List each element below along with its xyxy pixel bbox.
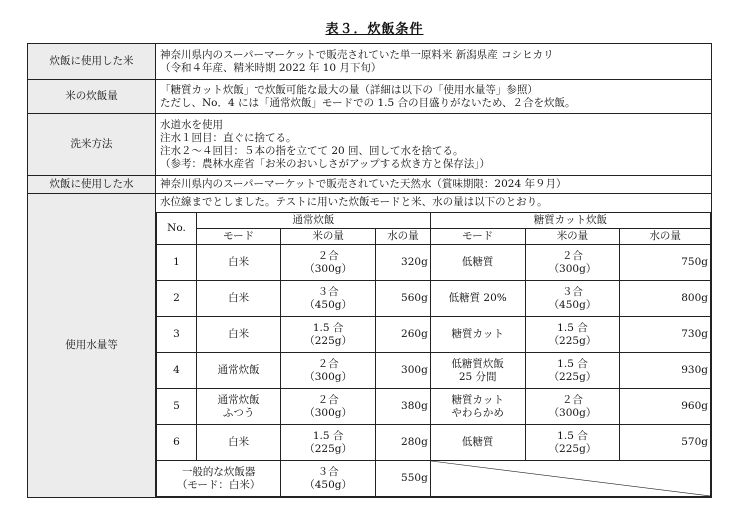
cell-normal-mode: 白米 (197, 317, 281, 353)
wash-line-3: 注水２～４回目：５本の指を立てて 20 回、回して水を捨てる。 (160, 144, 464, 157)
amount-line-1: 「糖質カット炊飯」で炊飯可能な最大の量（詳細は以下の「使用水量等」参照） (160, 83, 538, 96)
amount-line-2: ただし、No．4 には「通常炊飯」モードでの 1.5 合の目盛りがないため、２合を炊飯。 (160, 96, 576, 109)
row-amount (28, 80, 712, 114)
col-normal-mode: モード (197, 229, 281, 245)
cell-cut-water: 930g (620, 353, 711, 389)
label-water: 炊飯に使用した水 (28, 176, 156, 194)
cell-cut-water: 750g (620, 245, 711, 281)
col-cut-rice: 米の量 (525, 229, 620, 245)
label-rice: 炊飯に使用した米 (28, 44, 156, 80)
row-usage (28, 194, 712, 498)
table-row (157, 425, 711, 461)
cell-cut-water: 800g (620, 281, 711, 317)
value-usage (156, 194, 712, 498)
col-normal-water: 水の量 (376, 229, 431, 245)
cell-empty-diagonal (430, 461, 710, 497)
value-amount (156, 80, 712, 114)
group-cut: 糖質カット炊飯 (430, 213, 710, 229)
label-wash: 洗米方法 (28, 114, 156, 176)
cell-cut-rice: ２合 （300g） (525, 245, 620, 281)
cell-cut-water: 730g (620, 317, 711, 353)
row-water (28, 176, 712, 194)
cell-cut-mode: 糖質カット やわらかめ (430, 389, 525, 425)
usage-table (156, 212, 711, 497)
cell-no: 1 (157, 245, 197, 281)
value-wash (156, 114, 712, 176)
table-row (157, 389, 711, 425)
usage-header-1 (157, 213, 711, 229)
cell-normal-water: 380g (376, 389, 431, 425)
water-line-1: 神奈川県内のスーパーマーケットで販売されていた天然水（賞味期限：2024 年９月） (160, 178, 567, 190)
cell-cut-rice: ３合 （450g） (525, 281, 620, 317)
usage-header-2 (157, 229, 711, 245)
group-normal: 通常炊飯 (197, 213, 431, 229)
cell-general-water: 550g (376, 461, 431, 497)
cell-general-label: 一般的な炊飯器 （モード：白米） (157, 461, 281, 497)
cell-normal-mode: 白米 (197, 281, 281, 317)
usage-intro: 水位線までとしました。テストに用いた炊飯モードと米、水の量は以下のとおり。 (160, 196, 548, 208)
col-no: No. (157, 213, 197, 245)
cell-no: 5 (157, 389, 197, 425)
rice-line-2: （令和４年産、精米時期 2022 年 10 月下旬） (160, 61, 382, 74)
cell-normal-water: 560g (376, 281, 431, 317)
cell-cut-mode: 低糖質 (430, 245, 525, 281)
cell-normal-water: 320g (376, 245, 431, 281)
cell-cut-mode: 低糖質炊飯 25 分間 (430, 353, 525, 389)
cell-normal-water: 260g (376, 317, 431, 353)
cell-cut-rice: 1.5 合 （225g） (525, 425, 620, 461)
cell-normal-rice: ２合 （300g） (281, 245, 376, 281)
cell-normal-mode: 通常炊飯 ふつう (197, 389, 281, 425)
cell-cut-water: 960g (620, 389, 711, 425)
cell-no: 3 (157, 317, 197, 353)
cell-normal-rice: ３合 （450g） (281, 281, 376, 317)
cell-cut-rice: 1.5 合 （225g） (525, 353, 620, 389)
wash-line-1: 水道水を使用 (160, 118, 223, 131)
value-rice (156, 44, 712, 80)
value-water (156, 176, 712, 194)
col-cut-mode: モード (430, 229, 525, 245)
cell-cut-rice: 1.5 合 （225g） (525, 317, 620, 353)
cell-cut-rice: ２合 （300g） (525, 389, 620, 425)
cell-cut-water: 570g (620, 425, 711, 461)
wash-line-4: （参考：農林水産省「お米のおいしさがアップする炊き方と保存法」） (160, 157, 491, 170)
diagonal-line (431, 461, 710, 496)
cell-no: 2 (157, 281, 197, 317)
cell-cut-mode: 低糖質 20% (430, 281, 525, 317)
label-usage: 使用水量等 (28, 194, 156, 498)
cell-normal-water: 300g (376, 353, 431, 389)
cell-normal-mode: 白米 (197, 245, 281, 281)
wash-line-2: 注水１回目：直ぐに捨てる。 (160, 131, 297, 144)
cell-cut-mode: 糖質カット (430, 317, 525, 353)
table-row (157, 281, 711, 317)
table-row (157, 353, 711, 389)
cell-normal-mode: 白米 (197, 425, 281, 461)
cell-normal-water: 280g (376, 425, 431, 461)
col-cut-water: 水の量 (620, 229, 711, 245)
col-normal-rice: 米の量 (281, 229, 376, 245)
row-rice (28, 44, 712, 80)
row-wash (28, 114, 712, 176)
conditions-table (27, 43, 712, 498)
cell-normal-rice: ２合 （300g） (281, 389, 376, 425)
cell-no: 6 (157, 425, 197, 461)
cell-normal-rice: 1.5 合 （225g） (281, 425, 376, 461)
table-row-general (157, 461, 711, 497)
cell-normal-rice: 1.5 合 （225g） (281, 317, 376, 353)
cell-normal-mode: 通常炊飯 (197, 353, 281, 389)
label-amount: 米の炊飯量 (28, 80, 156, 114)
rice-line-1: 神奈川県内のスーパーマーケットで販売されていた単一原料米 新潟県産 コシヒカリ (160, 48, 554, 61)
cell-normal-rice: ２合 （300g） (281, 353, 376, 389)
table-title: 表３．炊飯条件 (325, 22, 424, 37)
cell-general-rice: ３合 （450g） (281, 461, 376, 497)
table-row (157, 245, 711, 281)
cell-cut-mode: 低糖質 (430, 425, 525, 461)
cell-no: 4 (157, 353, 197, 389)
table-row (157, 317, 711, 353)
